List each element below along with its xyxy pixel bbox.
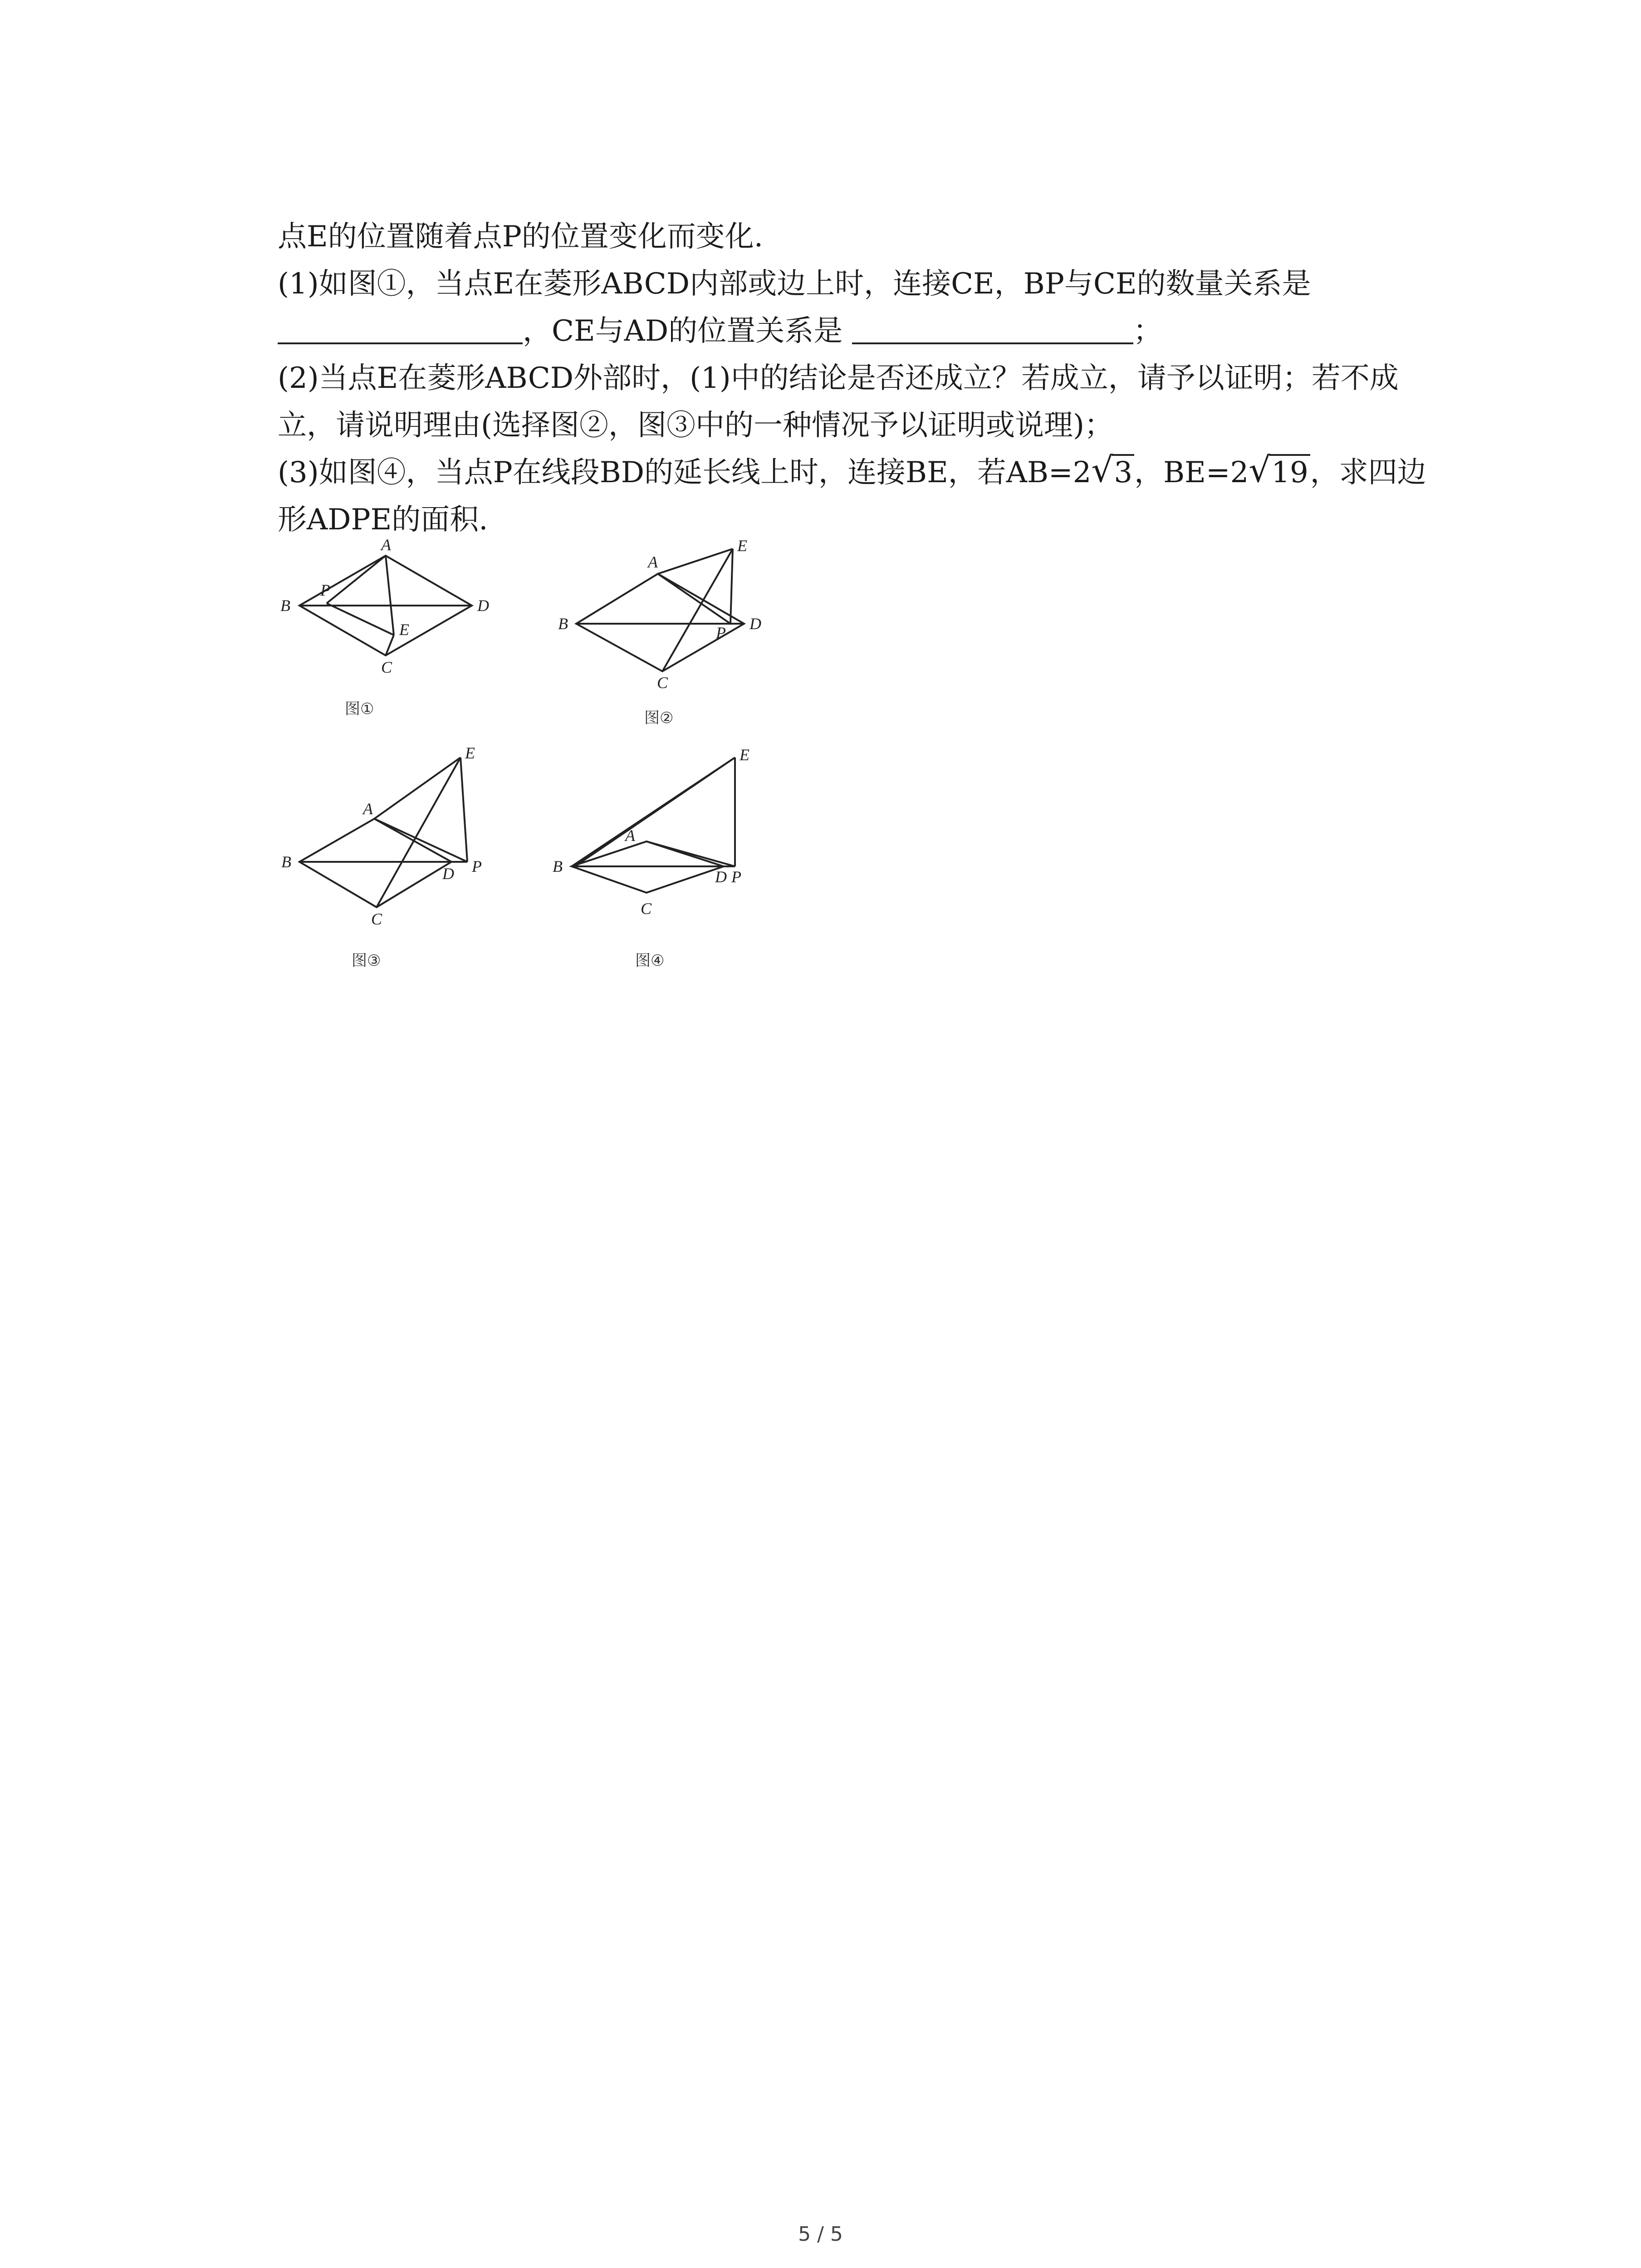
- page-number: 5 / 5: [798, 2223, 843, 2246]
- figure-2-caption: 图②: [644, 709, 674, 727]
- vertex-label-d: D: [477, 596, 489, 615]
- figure-1-caption: 图①: [345, 700, 374, 718]
- radical-sign: √: [1091, 450, 1113, 490]
- figure-4-diagram: [544, 744, 780, 925]
- vertex-label-c: C: [657, 674, 668, 692]
- figure-4-caption: 图④: [635, 952, 665, 970]
- vertex-label-e: E: [740, 746, 749, 764]
- vertex-label-a: A: [363, 800, 373, 818]
- problem-line-1: 点E的位置随着点P的位置变化而变化.: [278, 220, 764, 254]
- question-3-prefix: (3)如图④，当点P在线段BD的延长线上时，连接BE，若AB=2: [278, 456, 1092, 489]
- radicand-2: 19: [1269, 454, 1310, 489]
- figure-2-diagram: [554, 538, 789, 692]
- vertex-label-p: P: [731, 868, 741, 886]
- vertex-label-b: B: [553, 857, 563, 875]
- vertex-label-e: E: [399, 621, 409, 639]
- figure-3-caption: 图③: [352, 952, 381, 970]
- radical-sign: √: [1249, 450, 1271, 490]
- figure-4: [544, 744, 780, 970]
- vertex-label-a: A: [381, 536, 391, 554]
- question-3-line-1: [278, 449, 1457, 496]
- vertex-label-p: P: [472, 857, 482, 875]
- figure-1-diagram: [272, 538, 508, 683]
- sqrt-expression-1: [1091, 449, 1134, 496]
- vertex-label-b: B: [281, 853, 291, 871]
- vertex-label-c: C: [381, 658, 392, 676]
- problem-text: [278, 213, 1457, 543]
- figure-2: [554, 537, 789, 727]
- vertex-label-e: E: [465, 744, 475, 762]
- figure-1: [272, 536, 508, 718]
- vertex-label-c: C: [641, 899, 652, 918]
- question-3-suffix: ，求四边: [1310, 456, 1426, 489]
- vertex-label-d: D: [749, 615, 761, 633]
- answer-blank-2[interactable]: [852, 311, 1133, 344]
- question-2-line-1: (2)当点E在菱形ABCD外部时，(1)中的结论是否还成立？若成立，请予以证明；若不成: [278, 362, 1399, 395]
- question-3-line-2: 形ADPE的面积.: [278, 503, 488, 537]
- vertex-label-d: D: [715, 868, 727, 886]
- question-2-line-2: 立，请说明理由(选择图②，图③中的一种情况予以证明或说理)；: [278, 409, 1113, 442]
- vertex-label-a: A: [625, 826, 635, 845]
- vertex-label-b: B: [280, 596, 290, 615]
- answer-blank-1[interactable]: [278, 311, 523, 344]
- vertex-label-b: B: [558, 615, 568, 633]
- question-1-end: ；: [1133, 314, 1162, 348]
- figure-3-diagram: [272, 744, 508, 928]
- vertex-label-a: A: [648, 553, 658, 571]
- question-3-mid: ，BE=2: [1134, 456, 1249, 489]
- figure-3: [272, 744, 508, 970]
- vertex-label-c: C: [371, 910, 382, 928]
- radicand-1: 3: [1112, 454, 1134, 489]
- question-1-mid: ，CE与AD的位置关系是: [523, 314, 843, 348]
- sqrt-expression-2: [1249, 449, 1310, 496]
- vertex-label-p: P: [716, 624, 726, 642]
- vertex-label-e: E: [737, 537, 747, 555]
- question-1-line-2: [278, 308, 1457, 355]
- vertex-label-p: P: [320, 581, 330, 599]
- vertex-label-d: D: [442, 865, 454, 883]
- question-1-line-1: (1)如图①，当点E在菱形ABCD内部或边上时，连接CE，BP与CE的数量关系是: [278, 267, 1311, 301]
